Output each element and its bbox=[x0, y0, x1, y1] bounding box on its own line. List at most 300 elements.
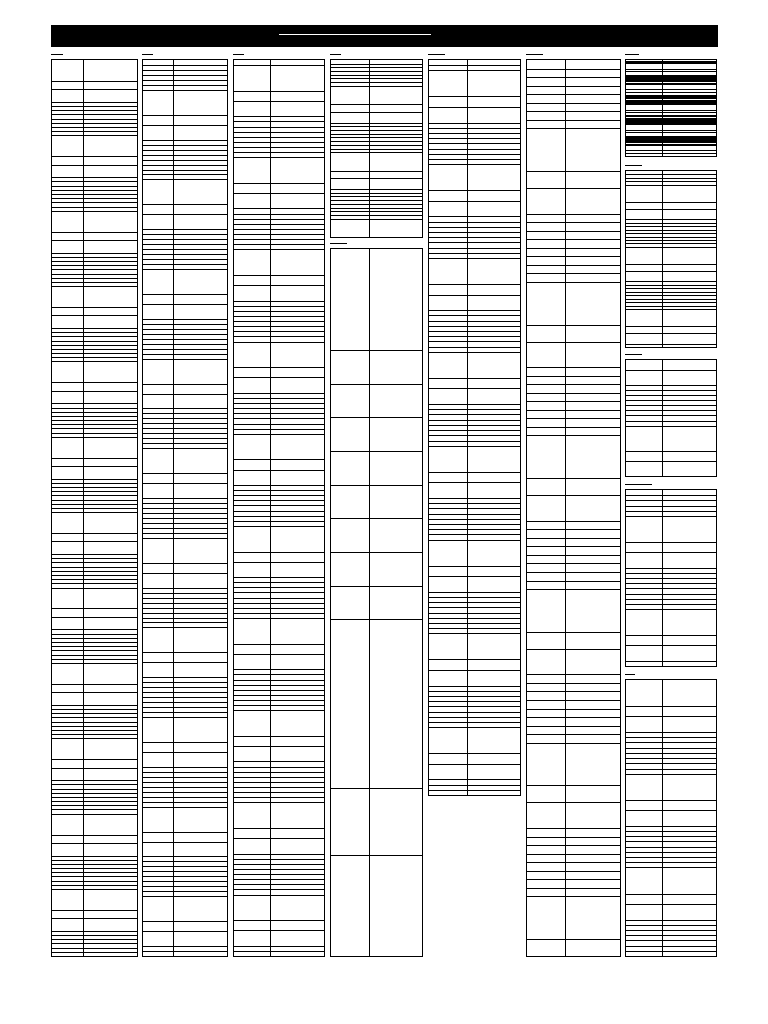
row-value bbox=[567, 232, 619, 240]
table-row bbox=[143, 921, 227, 931]
row-label bbox=[144, 126, 172, 140]
row-value bbox=[272, 378, 323, 392]
table-row bbox=[143, 294, 227, 304]
row-value bbox=[567, 419, 619, 427]
table-row bbox=[52, 889, 137, 910]
table-row bbox=[331, 619, 422, 787]
table-row bbox=[527, 384, 620, 393]
row-value bbox=[567, 394, 619, 402]
table-row bbox=[52, 952, 137, 956]
row-label bbox=[528, 855, 564, 863]
row-label bbox=[627, 310, 661, 326]
table-row bbox=[429, 96, 520, 106]
data-table bbox=[233, 59, 325, 957]
table-row bbox=[52, 60, 137, 81]
row-value bbox=[469, 791, 519, 795]
row-label bbox=[528, 940, 564, 956]
row-label bbox=[144, 653, 172, 662]
row-label bbox=[53, 362, 82, 382]
row-value bbox=[664, 553, 715, 568]
row-label bbox=[430, 389, 466, 404]
row-value bbox=[567, 223, 619, 231]
row-value bbox=[567, 547, 619, 555]
row-label bbox=[144, 215, 172, 229]
row-value bbox=[272, 803, 323, 828]
row-value bbox=[85, 542, 136, 554]
row-value bbox=[175, 843, 226, 857]
row-label bbox=[528, 479, 564, 495]
row-value bbox=[175, 718, 226, 742]
row-value bbox=[567, 701, 619, 709]
table-row bbox=[143, 115, 227, 125]
table-row bbox=[52, 156, 137, 164]
row-value bbox=[469, 567, 519, 576]
table-heading bbox=[51, 48, 138, 54]
row-value bbox=[469, 353, 519, 378]
row-label bbox=[528, 744, 564, 786]
row-label bbox=[528, 104, 564, 112]
row-label bbox=[627, 610, 661, 635]
table-row bbox=[527, 691, 620, 700]
row-value bbox=[567, 940, 619, 956]
row-label bbox=[528, 402, 564, 410]
data-table bbox=[142, 59, 228, 957]
row-label bbox=[332, 553, 368, 586]
row-label bbox=[528, 257, 564, 265]
row-label bbox=[53, 664, 82, 684]
row-label bbox=[144, 574, 172, 588]
table-row bbox=[527, 854, 620, 863]
row-label bbox=[332, 486, 368, 519]
table-row bbox=[527, 632, 620, 649]
table-row bbox=[626, 426, 716, 451]
row-value bbox=[567, 897, 619, 939]
row-value bbox=[175, 126, 226, 140]
table-row bbox=[626, 344, 716, 347]
row-value bbox=[567, 727, 619, 735]
table-row bbox=[527, 188, 620, 214]
row-label bbox=[235, 194, 269, 208]
row-label bbox=[528, 684, 564, 692]
row-value bbox=[175, 922, 226, 931]
table-row bbox=[234, 275, 324, 285]
table-row bbox=[429, 659, 520, 669]
table-row bbox=[429, 446, 520, 472]
row-value bbox=[175, 360, 226, 384]
row-value bbox=[371, 789, 421, 855]
row-label bbox=[528, 710, 564, 718]
table-row bbox=[52, 843, 137, 856]
row-label bbox=[627, 636, 661, 645]
table-row bbox=[52, 307, 137, 315]
table-row bbox=[234, 802, 324, 828]
row-label bbox=[144, 116, 172, 125]
table-row bbox=[527, 401, 620, 410]
row-value bbox=[85, 609, 136, 616]
table-row bbox=[527, 888, 620, 897]
table-row bbox=[143, 742, 227, 752]
table-row bbox=[52, 738, 137, 759]
row-label bbox=[430, 634, 466, 659]
row-value bbox=[567, 692, 619, 700]
row-label bbox=[528, 343, 564, 368]
row-value bbox=[272, 435, 323, 460]
row-label bbox=[528, 863, 564, 871]
row-label bbox=[528, 573, 564, 581]
table-row bbox=[429, 284, 520, 294]
row-value bbox=[85, 760, 136, 767]
row-value bbox=[664, 427, 715, 451]
row-value bbox=[272, 553, 323, 562]
row-value bbox=[371, 418, 421, 451]
row-value bbox=[175, 574, 226, 588]
row-label bbox=[430, 108, 466, 123]
row-label bbox=[430, 541, 466, 566]
row-label bbox=[144, 205, 172, 214]
table-row bbox=[331, 518, 422, 552]
table-row bbox=[143, 304, 227, 319]
table-row bbox=[527, 69, 620, 78]
row-label bbox=[235, 645, 269, 654]
table-row bbox=[234, 183, 324, 193]
row-label bbox=[627, 154, 661, 156]
table-row bbox=[626, 645, 716, 661]
row-label bbox=[627, 345, 661, 347]
row-label bbox=[332, 620, 368, 787]
table-row bbox=[143, 90, 227, 115]
row-label bbox=[430, 97, 466, 106]
table-row bbox=[626, 247, 716, 264]
row-label bbox=[430, 671, 466, 686]
table-row bbox=[527, 717, 620, 726]
row-label bbox=[144, 180, 172, 204]
row-value bbox=[664, 680, 715, 706]
table-heading-rule bbox=[428, 54, 445, 55]
row-label bbox=[627, 186, 661, 202]
row-value bbox=[469, 483, 519, 498]
row-label bbox=[528, 189, 564, 214]
row-value bbox=[175, 897, 226, 921]
row-value bbox=[567, 564, 619, 572]
row-label bbox=[332, 87, 368, 104]
table-row bbox=[527, 563, 620, 572]
row-label bbox=[430, 567, 466, 576]
table-row bbox=[429, 540, 520, 566]
row-value bbox=[567, 846, 619, 854]
table-row bbox=[234, 434, 324, 460]
row-label bbox=[528, 129, 564, 171]
row-value bbox=[85, 890, 136, 910]
row-value bbox=[272, 931, 323, 945]
table-row bbox=[626, 309, 716, 326]
table-row bbox=[52, 663, 137, 684]
table-row bbox=[234, 562, 324, 577]
row-label bbox=[332, 587, 368, 620]
row-value bbox=[567, 855, 619, 863]
row-value bbox=[567, 326, 619, 342]
row-label bbox=[53, 589, 82, 609]
table-row bbox=[527, 128, 620, 171]
row-value bbox=[85, 467, 136, 479]
table-row bbox=[527, 674, 620, 683]
row-label bbox=[528, 522, 564, 530]
row-label bbox=[430, 379, 466, 388]
row-label bbox=[528, 419, 564, 427]
table-row bbox=[234, 91, 324, 101]
row-value bbox=[175, 564, 226, 573]
row-value bbox=[567, 880, 619, 888]
row-value bbox=[664, 186, 715, 202]
table-row bbox=[234, 828, 324, 838]
row-label bbox=[627, 717, 661, 732]
table-heading bbox=[233, 48, 325, 54]
row-value bbox=[85, 739, 136, 759]
table-row bbox=[234, 920, 324, 930]
data-table bbox=[330, 248, 423, 957]
row-value bbox=[664, 360, 715, 370]
row-value bbox=[567, 215, 619, 223]
table-row bbox=[143, 384, 227, 394]
row-value bbox=[272, 460, 323, 469]
table-row bbox=[143, 662, 227, 677]
table-row bbox=[234, 736, 324, 746]
row-value bbox=[567, 556, 619, 564]
row-value bbox=[272, 286, 323, 300]
row-value bbox=[272, 92, 323, 101]
row-label bbox=[144, 952, 172, 956]
table-row bbox=[52, 768, 137, 781]
row-value bbox=[567, 744, 619, 786]
row-value bbox=[272, 158, 323, 183]
row-label bbox=[627, 210, 661, 219]
row-value bbox=[272, 368, 323, 377]
row-value bbox=[371, 452, 421, 485]
row-label bbox=[627, 905, 661, 920]
table-row bbox=[626, 461, 716, 476]
row-value bbox=[85, 90, 136, 102]
row-value bbox=[272, 276, 323, 285]
row-value bbox=[175, 952, 226, 956]
row-label bbox=[528, 368, 564, 376]
table-row bbox=[429, 70, 520, 96]
row-value bbox=[272, 711, 323, 736]
row-label bbox=[528, 95, 564, 103]
row-value bbox=[175, 205, 226, 214]
row-value bbox=[272, 645, 323, 654]
row-value bbox=[664, 717, 715, 732]
table-row bbox=[143, 652, 227, 662]
table-row bbox=[626, 552, 716, 568]
row-value bbox=[664, 868, 715, 893]
row-value bbox=[272, 829, 323, 838]
row-label bbox=[430, 473, 466, 482]
table-row bbox=[52, 81, 137, 89]
row-value bbox=[469, 259, 519, 284]
table-row bbox=[52, 910, 137, 918]
table-row bbox=[429, 472, 520, 482]
row-value bbox=[175, 395, 226, 409]
table-row bbox=[331, 219, 422, 237]
table-row bbox=[527, 785, 620, 802]
row-label bbox=[528, 803, 564, 828]
table-row bbox=[331, 586, 422, 620]
row-value bbox=[664, 210, 715, 219]
row-label bbox=[332, 220, 368, 237]
table-row bbox=[527, 555, 620, 564]
table-row bbox=[429, 258, 520, 284]
row-label bbox=[627, 662, 661, 666]
row-label bbox=[235, 276, 269, 285]
row-value bbox=[567, 172, 619, 188]
row-value bbox=[469, 473, 519, 482]
row-label bbox=[528, 650, 564, 675]
table-row bbox=[429, 753, 520, 763]
row-label bbox=[528, 266, 564, 274]
table-row bbox=[234, 459, 324, 469]
table-row bbox=[527, 743, 620, 786]
table-row bbox=[527, 214, 620, 223]
row-label bbox=[144, 833, 172, 842]
row-label bbox=[627, 543, 661, 552]
row-label bbox=[528, 232, 564, 240]
row-value bbox=[469, 765, 519, 780]
row-label bbox=[528, 326, 564, 342]
row-label bbox=[144, 449, 172, 473]
row-label bbox=[627, 517, 661, 542]
row-label bbox=[144, 564, 172, 573]
row-label bbox=[53, 157, 82, 164]
row-value bbox=[85, 316, 136, 328]
banner-title-rule bbox=[279, 34, 431, 35]
table-row bbox=[429, 107, 520, 123]
table-row bbox=[527, 239, 620, 248]
table-row bbox=[527, 222, 620, 231]
table-row bbox=[527, 649, 620, 675]
table-row bbox=[143, 627, 227, 652]
row-value bbox=[567, 633, 619, 649]
row-label bbox=[235, 102, 269, 116]
table-row bbox=[234, 285, 324, 300]
row-label bbox=[332, 452, 368, 485]
table-row bbox=[143, 931, 227, 946]
row-value bbox=[567, 70, 619, 78]
row-label bbox=[528, 633, 564, 649]
table-row bbox=[143, 807, 227, 832]
row-label bbox=[627, 775, 661, 800]
row-label bbox=[627, 272, 661, 281]
table-heading bbox=[625, 668, 717, 674]
row-label bbox=[53, 383, 82, 390]
row-value bbox=[371, 856, 421, 956]
table-row bbox=[626, 810, 716, 826]
table-row bbox=[626, 951, 716, 956]
row-value bbox=[567, 411, 619, 419]
row-value bbox=[469, 296, 519, 311]
table-row bbox=[234, 746, 324, 761]
table-row bbox=[429, 670, 520, 686]
row-label bbox=[528, 872, 564, 880]
row-label bbox=[235, 563, 269, 577]
table-row bbox=[52, 89, 137, 102]
row-label bbox=[430, 296, 466, 311]
row-value bbox=[371, 385, 421, 418]
data-table bbox=[625, 170, 717, 348]
table-heading-rule bbox=[330, 243, 347, 244]
table-row bbox=[527, 837, 620, 846]
table-row bbox=[429, 764, 520, 780]
row-label bbox=[528, 539, 564, 547]
table-row bbox=[52, 512, 137, 533]
table-row bbox=[52, 814, 137, 835]
row-label bbox=[332, 519, 368, 552]
table-row bbox=[52, 165, 137, 178]
row-value bbox=[272, 66, 323, 91]
row-value bbox=[85, 844, 136, 856]
row-label bbox=[528, 564, 564, 572]
row-label bbox=[528, 223, 564, 231]
table-row bbox=[234, 951, 324, 956]
table-row bbox=[527, 546, 620, 555]
row-value bbox=[272, 839, 323, 853]
row-value bbox=[85, 233, 136, 240]
row-label bbox=[235, 711, 269, 736]
row-label bbox=[627, 811, 661, 826]
row-value bbox=[567, 829, 619, 837]
row-value bbox=[567, 590, 619, 632]
row-value bbox=[175, 833, 226, 842]
table-row bbox=[52, 533, 137, 541]
table-row bbox=[331, 417, 422, 451]
row-value bbox=[85, 513, 136, 533]
row-value bbox=[85, 308, 136, 315]
row-value bbox=[664, 662, 715, 666]
table-row bbox=[527, 120, 620, 129]
table-row bbox=[143, 394, 227, 409]
table-row bbox=[52, 608, 137, 616]
row-value bbox=[469, 671, 519, 686]
row-value bbox=[469, 728, 519, 753]
row-label bbox=[144, 305, 172, 319]
row-value bbox=[664, 462, 715, 476]
table-row bbox=[527, 581, 620, 590]
row-value bbox=[567, 539, 619, 547]
row-value bbox=[175, 116, 226, 125]
row-value bbox=[272, 747, 323, 761]
row-value bbox=[85, 769, 136, 781]
row-label bbox=[235, 527, 269, 552]
table-row bbox=[331, 171, 422, 178]
row-label bbox=[528, 496, 564, 521]
table-heading-rule bbox=[625, 354, 642, 355]
table-row bbox=[52, 437, 137, 458]
table-row bbox=[626, 271, 716, 281]
table-row bbox=[429, 190, 520, 200]
table-row bbox=[143, 832, 227, 842]
row-value bbox=[567, 710, 619, 718]
row-value bbox=[371, 179, 421, 189]
table-row bbox=[527, 248, 620, 257]
table-row bbox=[527, 265, 620, 274]
table-heading bbox=[625, 159, 717, 165]
table-row bbox=[52, 541, 137, 554]
row-value bbox=[567, 872, 619, 880]
table-row bbox=[527, 871, 620, 880]
row-label bbox=[53, 890, 82, 910]
row-label bbox=[528, 121, 564, 129]
table-row bbox=[234, 552, 324, 562]
row-label bbox=[144, 539, 172, 563]
row-value bbox=[175, 91, 226, 115]
